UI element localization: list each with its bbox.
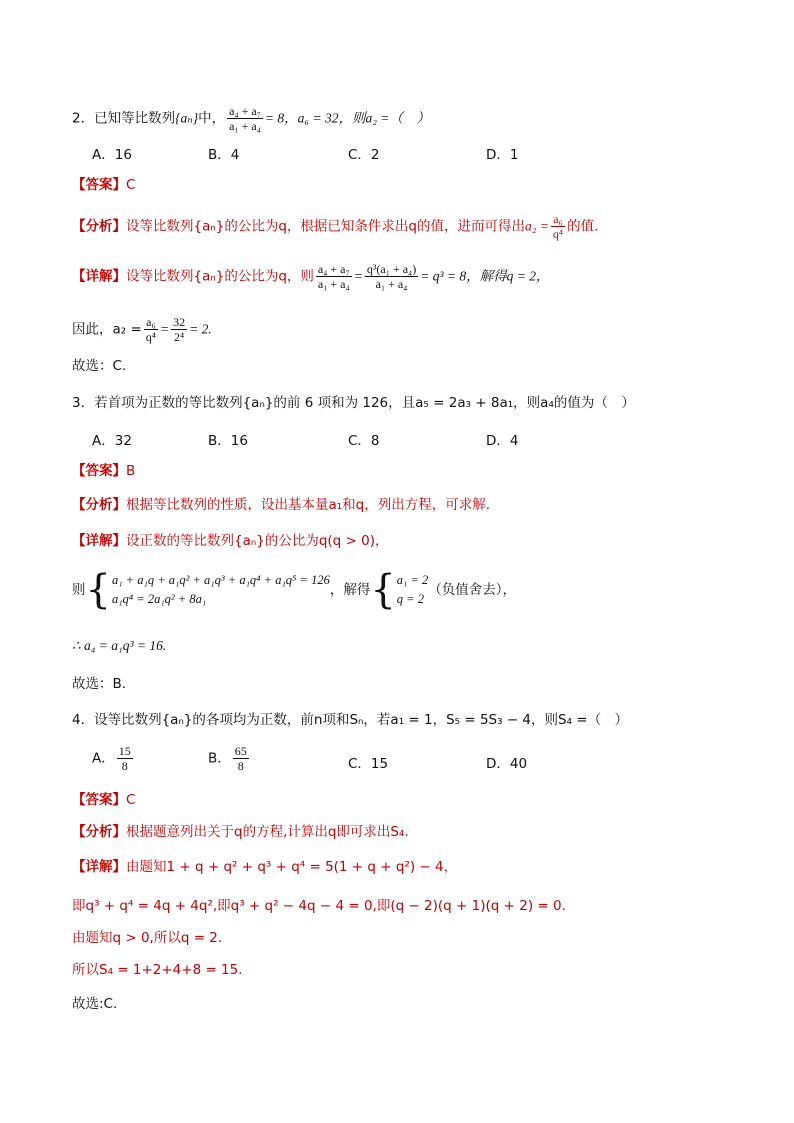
q3-result: ∴ a₄ = a₁q³ = 16.: [72, 638, 167, 653]
q4-detail: 【详解】由题知1 + q + q² + q³ + q⁴ = 5(1 + q + q²) − 4，: [72, 859, 458, 875]
q2-option-a: A．16: [92, 147, 132, 163]
q4-choose: 故选:C.: [72, 996, 118, 1012]
q4-option-a: A． $\frac{15}{8}$: [92, 744, 131, 773]
q2-option-c: C．2: [348, 147, 380, 163]
q3-option-d: D．4: [486, 433, 519, 449]
q2-choose: 故选：C.: [72, 358, 127, 374]
q2-detail: 【详解】设等比数列{aₙ}的公比为q，则 $\frac{\text{a₄ + a₇}}{\text{a₁ + a₄}}$ = $\frac{\text{q³(a₁ + a₄)}}{\text{a₁ + a₄}}$ = q³ = 8，解得q = 2，: [72, 262, 550, 291]
q4-analysis: 【分析】根据题意列出关于q的方程,计算出q即可求出S₄.: [72, 824, 409, 840]
q4-answer: 【答案】C: [72, 792, 136, 808]
q4-line4: 所以S₄ = 1+2+4+8 = 15.: [72, 962, 243, 978]
q2-analysis: 【分析】设等比数列{aₙ}的公比为q，根据已知条件求出q的值，进而可得出a₂ = $\frac{\text{a₆}}{\text{q⁴}}$ 的值.: [72, 212, 599, 241]
q3-answer: 【答案】B: [72, 463, 136, 479]
left-brace-icon: {: [85, 567, 111, 613]
q3-analysis: 【分析】根据等比数列的性质，设出基本量a₁和q，列出方程，可求解.: [72, 497, 491, 513]
q3-option-b: B．16: [208, 433, 248, 449]
q4-option-c: C．15: [348, 756, 389, 772]
q3-choose: 故选：B.: [72, 676, 127, 692]
q2-therefore: 因此，a₂ = $\frac{\text{a₆}}{\text{q⁴}}$ = $\frac{32}{\text{2⁴}}$ = 2.: [72, 315, 212, 344]
left-brace-icon: {: [370, 567, 396, 613]
q3-option-c: C．8: [348, 433, 380, 449]
q2-option-d: D．1: [486, 147, 519, 163]
q4-line2: 即q³ + q⁴ = 4q + 4q²,即q³ + q² − 4q − 4 = 0,即(q − 2)(q + 1)(q + 2) = 0.: [72, 898, 566, 914]
q2-option-b: B．4: [208, 147, 240, 163]
q4-option-d: D．40: [486, 756, 528, 772]
q2-stem: 2．已知等比数列{aₙ}中， $\frac{\text{a₄ + a₇}}{\text{a₁ + a₄}}$ = 8，a₆ = 32，则a₂ =（ ）: [72, 104, 430, 133]
q4-stem: 4．设等比数列{aₙ}的各项均为正数，前n项和Sₙ，若a₁ = 1，S₅ = 5S₃ − 4，则S₄ =（ ）: [72, 712, 629, 728]
q2-answer: 【答案】C: [72, 177, 136, 193]
q3-stem: 3．若首项为正数的等比数列{aₙ}的前 6 项和为 126，且a₅ = 2a₃ + 8a₁，则a₄的值为（ ）: [72, 395, 635, 411]
q3-detail: 【详解】设正数的等比数列{aₙ}的公比为q(q > 0)，: [72, 533, 389, 549]
q3-system: 则{ a₁ + a₁q + a₁q² + a₁q³ + a₁q⁴ + a₁q⁵ = 126 a₁q⁴ = 2a₁q² + 8a₁ ，解得{ a₁ = 2 q = 2 （负值舍去），: [72, 567, 517, 613]
q2-ratio-fraction: $\frac{\text{a₄ + a₇}}{\text{a₁ + a₄}}$: [229, 104, 261, 133]
q4-line3: 由题知q > 0,所以q = 2.: [72, 930, 223, 946]
q3-option-a: A．32: [92, 433, 132, 449]
q4-option-b: B． $\frac{65}{8}$: [208, 744, 247, 773]
